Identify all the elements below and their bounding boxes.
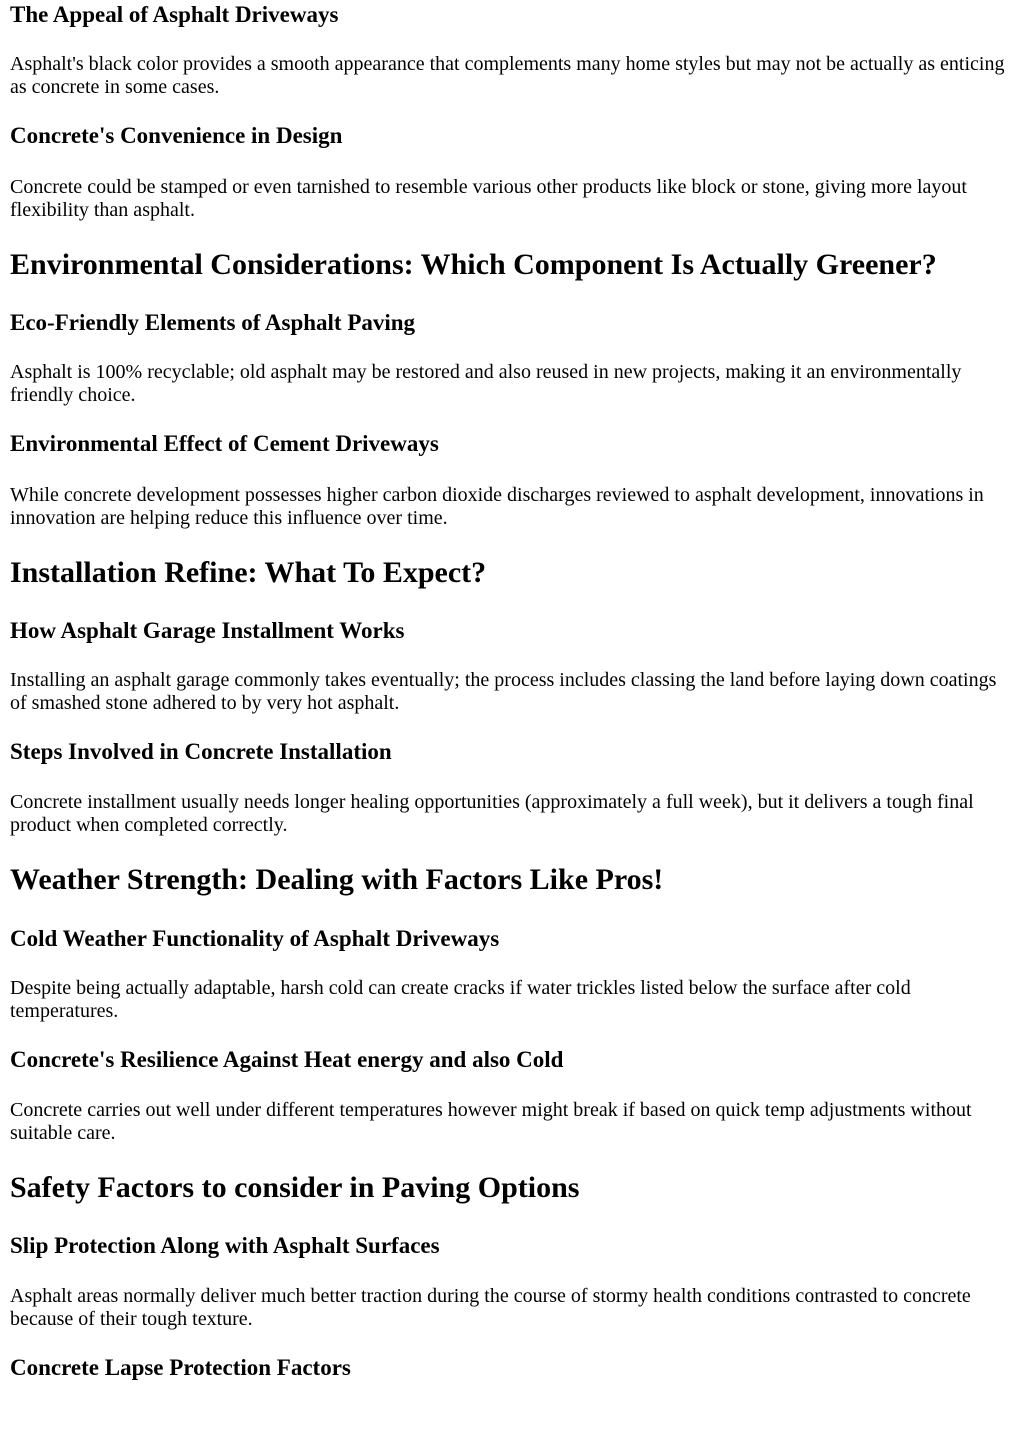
paragraph-concrete-resilience: Concrete carries out well under different temperatures however might break if based on quick temp adjustments without suitable care.	[10, 1099, 972, 1144]
paragraph-concrete-design: Concrete could be stamped or even tarnished to resemble various other products like block or stone, giving more layout flexibility than asphalt.	[10, 176, 967, 221]
subsection-heading-slip-protection: Slip Protection Along with Asphalt Surfaces	[10, 1233, 440, 1258]
paragraph-slip-protection: Asphalt areas normally deliver much better traction during the course of stormy health conditions contrasted to concrete because of their tough texture.	[10, 1285, 971, 1330]
subsection-heading-concrete-design: Concrete's Convenience in Design	[10, 123, 343, 148]
paragraph-asphalt-appeal: Asphalt's black color provides a smooth appearance that complements many home styles but may not be actually as enticing as concrete in some cases.	[10, 53, 1005, 98]
subsection-heading-lapse-protection: Concrete Lapse Protection Factors	[10, 1355, 351, 1380]
section-heading-environmental: Environmental Considerations: Which Component Is Actually Greener?	[10, 248, 937, 281]
subsection-heading-cement-effect: Environmental Effect of Cement Driveways	[10, 431, 439, 456]
paragraph-cold-weather: Despite being actually adaptable, harsh cold can create cracks if water trickles listed below the surface after cold temperatures.	[10, 977, 911, 1022]
paragraph-cement-effect: While concrete development possesses higher carbon dioxide discharges reviewed to asphalt development, innovations in innovation are helping reduce this influence over time.	[10, 484, 984, 529]
subsection-heading-asphalt-appeal: The Appeal of Asphalt Driveways	[10, 2, 339, 27]
section-heading-installation: Installation Refine: What To Expect?	[10, 556, 487, 589]
subsection-heading-concrete-installation: Steps Involved in Concrete Installation	[10, 739, 392, 764]
paragraph-concrete-installation: Concrete installment usually needs longer healing opportunities (approximately a full week), but it delivers a tough final product when completed correctly.	[10, 791, 974, 836]
paragraph-eco-asphalt: Asphalt is 100% recyclable; old asphalt may be restored and also reused in new projects, making it an environmentally friendly choice.	[10, 361, 962, 406]
section-heading-safety: Safety Factors to consider in Paving Options	[10, 1171, 580, 1204]
paragraph-asphalt-installment: Installing an asphalt garage commonly takes eventually; the process includes classing the land before laying down coatings of smashed stone adhered to by very hot asphalt.	[10, 669, 997, 714]
subsection-heading-cold-weather: Cold Weather Functionality of Asphalt Driveways	[10, 926, 500, 951]
subsection-heading-eco-asphalt: Eco-Friendly Elements of Asphalt Paving	[10, 310, 416, 335]
section-heading-weather: Weather Strength: Dealing with Factors Like Pros!	[10, 863, 664, 896]
subsection-heading-asphalt-installment: How Asphalt Garage Installment Works	[10, 618, 405, 643]
subsection-heading-concrete-resilience: Concrete's Resilience Against Heat energy and also Cold	[10, 1047, 564, 1072]
article	[10, 0, 1008, 1440]
